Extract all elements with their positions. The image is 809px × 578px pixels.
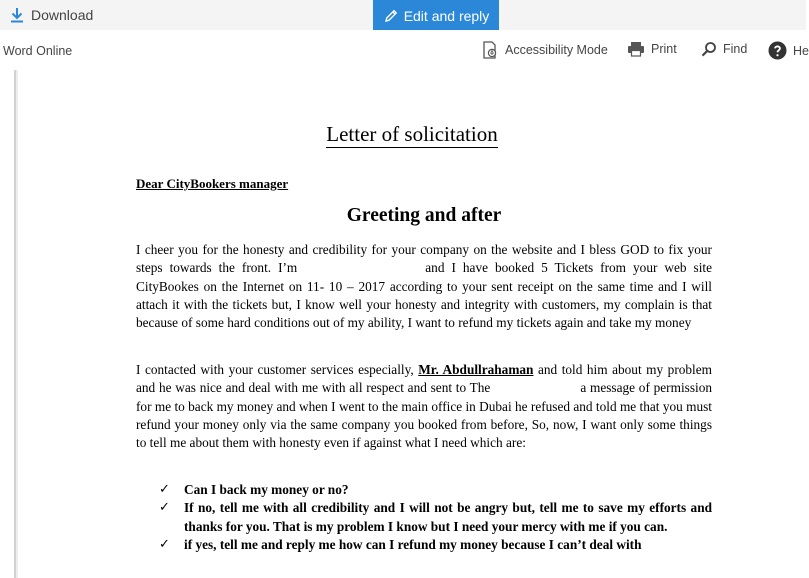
download-icon [10,7,24,23]
app-name: Word Online [3,44,73,58]
print-label: Print [651,42,677,56]
paragraph-1-text-a: I cheer you for the honesty and credibility for your company on the website and I bless GOD to fix your steps towards the front. I’m [136,242,712,276]
list-item [159,481,712,499]
download-label: Download [31,7,94,23]
checkmark-icon: ✓ [159,536,170,552]
list-item-text: if yes, tell me and reply me how can I refund my money because I can’t deal with [184,536,642,552]
checkmark-icon: ✓ [159,500,170,516]
checkmark-icon: ✓ [159,482,170,497]
paragraph-2 [136,361,712,452]
search-icon [701,41,717,57]
help-label: He [793,43,809,58]
question-list [159,481,712,554]
list-item [159,499,712,536]
printer-icon [627,41,645,57]
top-bar [0,0,806,30]
accessibility-label: Accessibility Mode [505,43,608,57]
help-icon [768,41,787,60]
document-page [18,70,806,578]
edit-and-reply-button[interactable] [373,0,499,31]
edit-and-reply-label: Edit and reply [403,7,490,24]
redacted-company [490,379,580,397]
contact-name: Mr. Abdullrahaman [418,362,534,377]
print-button[interactable] [627,41,677,57]
toolbar [0,30,809,70]
paragraph-2-text-c: a message of permission for me to back my money and when I went to the main office in Dubai he refused and told me that you must refund your money only via the same company you booked from before, So, now, I want only some things to tell me about them with honesty even if against what I need which are: [136,380,712,451]
paragraph-1 [136,241,712,332]
find-label: Find [723,42,748,56]
paragraph-2-text-b: and told him about my problem and he was nice and deal with me with all respect and sent to The [136,362,712,396]
list-item-text: Can I back my money or no? [184,482,349,497]
list-item-text: If no, tell me with all credibility and I will not be angry but, tell me to save my efforts and thanks for you. That is my problem I know but I need your mercy with me if you can. [184,500,712,534]
accessibility-mode-button[interactable] [482,41,608,59]
help-button[interactable] [768,41,809,60]
document-title [18,122,806,147]
document-title-text: Letter of solicitation [326,122,498,146]
accessibility-icon [482,41,499,59]
redacted-name [297,259,425,277]
find-button[interactable] [701,41,747,57]
pencil-icon [383,8,399,24]
salutation: Dear CityBookers manager [136,176,289,191]
paragraph-1-text-b: and I have booked 5 Tickets from your web site CityBookes on the Internet on 11- 10 – 2017 according to your sent receipt on the same time and I will attach it with the tickets but, I know well your honesty and integrity with customers, my complain is that because of some hard conditions out of my ability, I want to refund my tickets again and take my money [136,260,712,331]
greeting-heading: Greeting and after [346,205,502,226]
paragraph-2-text-a: I contacted with your customer services especially, [136,362,414,377]
list-item [159,536,712,554]
download-button[interactable] [10,5,93,25]
